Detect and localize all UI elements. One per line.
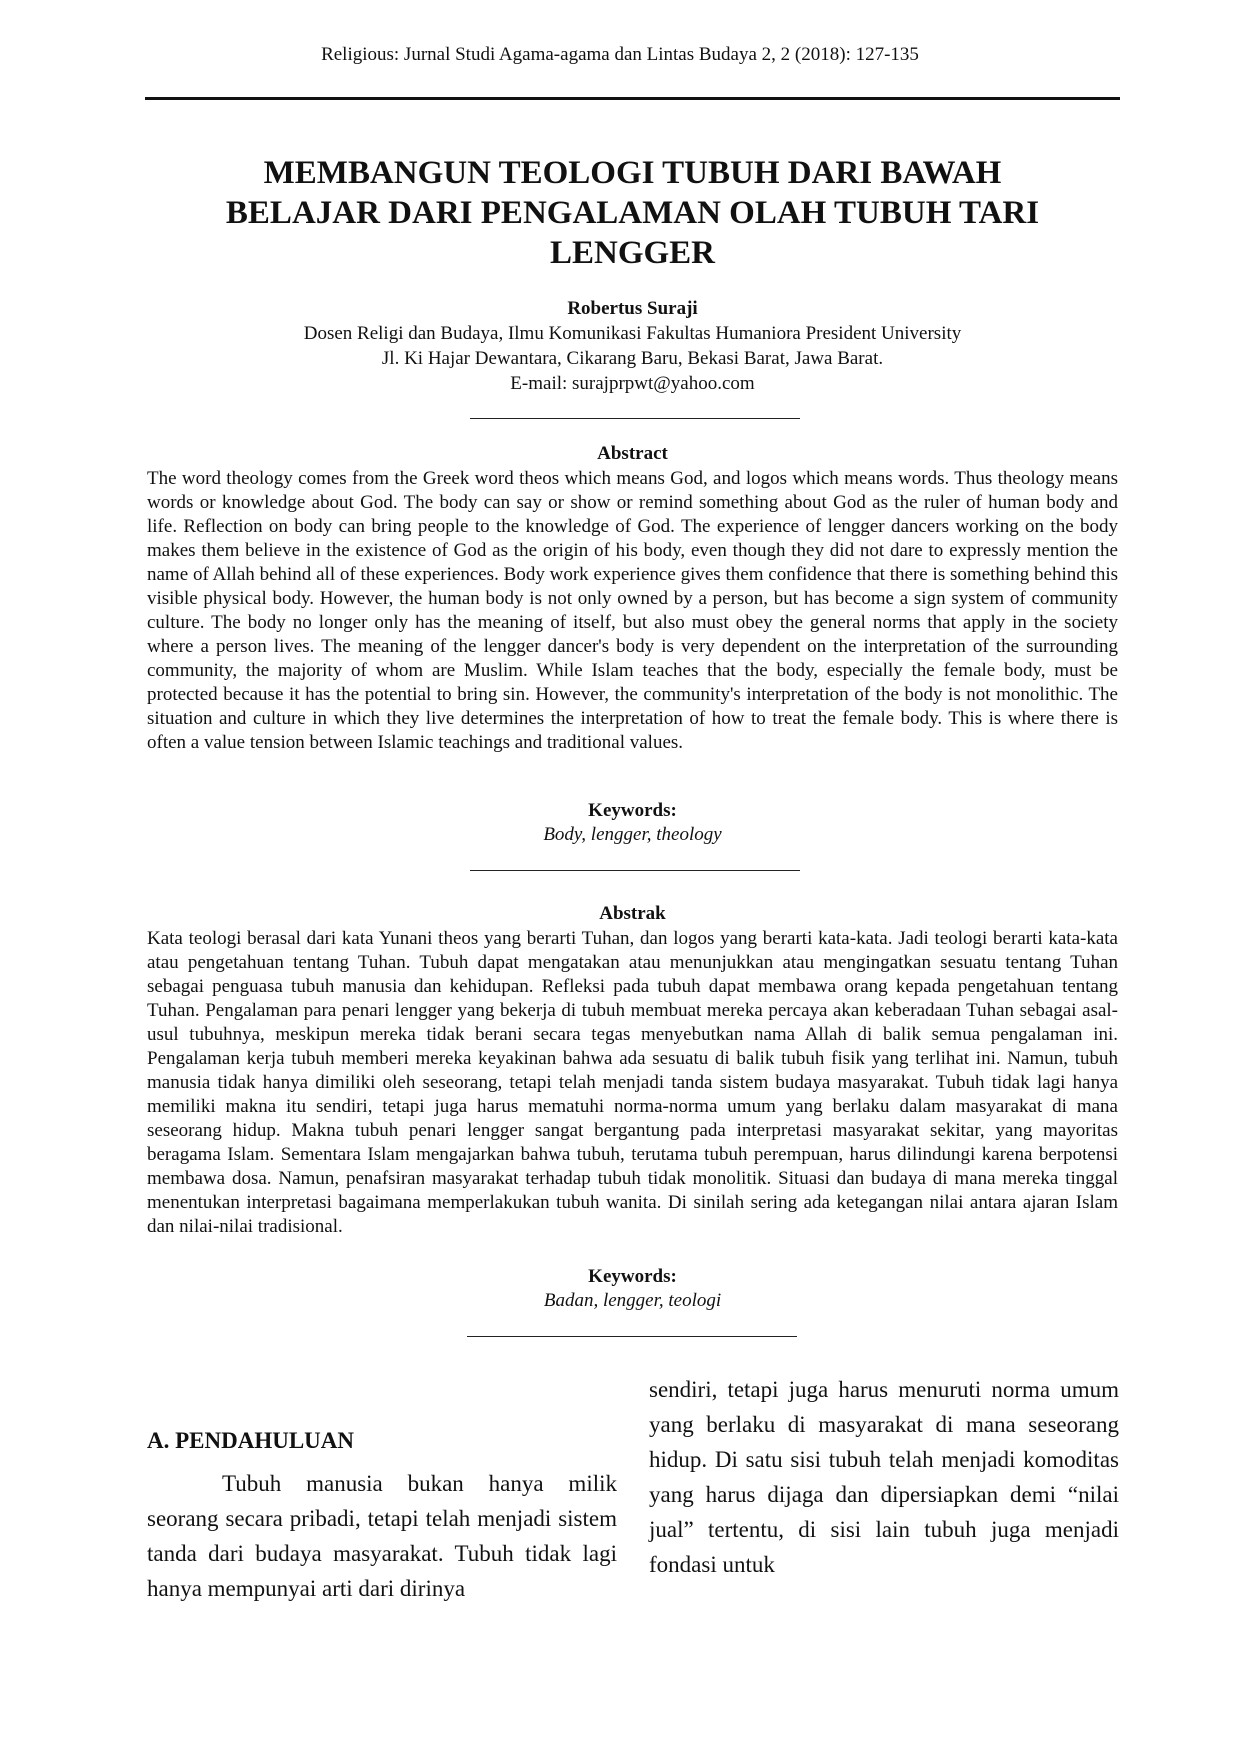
abstrak-heading: Abstrak <box>599 903 666 924</box>
separator-line <box>470 870 800 871</box>
section-heading: A. PENDAHULUAN <box>147 1428 354 1453</box>
separator-line <box>470 418 800 419</box>
author-name: Robertus Suraji <box>567 298 698 319</box>
keywords-heading-id: Keywords: <box>588 1266 677 1287</box>
keywords-list: Body, lengger, theology <box>543 824 722 845</box>
title-line: MEMBANGUN TEOLOGI TUBUH DARI BAWAH <box>263 155 1002 191</box>
abstrak-text: Kata teologi berasal dari kata Yunani theos yang berarti Tuhan, dan logos yang berarti kata-kata. Jadi teologi berarti kata-kata atau pengetahuan tentang Tuhan. Tubuh dapat mengatakan atau menunjukkan atau mengingatkan sesuatu tentang Tuhan sebagai penguasa tubuh manusia dan kehidupan. Refleksi pada tubuh dapat membawa orang kepada pengetahuan tentang Tuhan. Pengalaman para penari lengger yang bekerja di tubuh membuat mereka percaya akan keberadaan Tuhan sebagai asal-usul tubuhnya, meskipun mereka tidak berani secara tegas menyebutkan nama Allah di balik semua pengalaman ini. Pengalaman kerja tubuh memberi mereka keyakinan bahwa ada sesuatu di balik tubuh fisik yang terlihat ini. Namun, tubuh manusia tidak hanya dimiliki oleh seseorang, tetapi telah menjadi tanda sistem budaya masyarakat. Tubuh tidak lagi hanya memiliki makna itu sendiri, tetapi juga harus mematuhi norma-norma umum yang berlaku dalam masyarakat di mana seseorang hidup. Makna tubuh penari lengger sangat bergantung pada interpretasi masyarakat sekitar, yang mayoritas beragama Islam. Sementara Islam mengajarkan bahwa tubuh, terutama tubuh perempuan, harus dilindungi karena berpotensi membawa dosa. Namun, penafsiran masyarakat terhadap tubuh tidak monolitik. Situasi dan budaya di mana mereka tinggal menentukan interpretasi bagaimana memperlakukan tubuh wanita. Di sinilah sering ada ketegangan nilai antara ajaran Islam dan nilai-nilai tradisional. <box>147 928 1118 1237</box>
title-line: BELAJAR DARI PENGALAMAN OLAH TUBUH TARI <box>225 195 1040 231</box>
separator-line <box>467 1336 797 1337</box>
title-line: LENGGER <box>549 235 716 271</box>
abstract-text: The word theology comes from the Greek word theos which means God, and logos which means words. Thus theology means words or knowledge about God. The body can say or show or remind something about God as the ruler of human body and life. Reflection on body can bring people to the knowledge of God. The experience of lengger dancers working on the body makes them believe in the existence of God as the origin of his body, even though they did not dare to expressly mention the name of Allah behind all of these experiences. Body work experience gives them confidence that there is something behind this visible physical body. However, the human body is not only owned by a person, but has become a sign system of community culture. The body no longer only has the meaning of itself, but also must obey the general norms that apply in the society where a person lives. The meaning of the lengger dancer's body is very dependent on the interpretation of the surrounding community, the majority of whom are Muslim. While Islam teaches that the body, especially the female body, must be protected because it has the potential to bring sin. However, the community's interpretation of the body is not monolithic. The situation and culture in which they live determines the interpretation of how to treat the female body. This is where there is often a value tension between Islamic teachings and traditional values. <box>147 468 1118 753</box>
author-affiliation: Dosen Religi dan Budaya, Ilmu Komunikasi Fakultas Humaniora President University <box>303 323 962 344</box>
article-title <box>145 153 1120 273</box>
body-column-right: sendiri, tetapi juga harus menuruti norma umum yang berlaku di masyarakat di mana seseorang hidup. Di satu sisi tubuh telah menjadi komoditas yang harus dijaga dan dipersiapkan demi “nilai jual” tertentu, di sisi lain tubuh juga menjadi fondasi untuk <box>649 1377 1119 1577</box>
keywords-list-id: Badan, lengger, teologi <box>543 1290 722 1311</box>
keywords-heading: Keywords: <box>588 800 677 821</box>
author-address: Jl. Ki Hajar Dewantara, Cikarang Baru, Bekasi Barat, Jawa Barat. <box>381 348 884 369</box>
author-block <box>145 296 1120 396</box>
body-text-left: Tubuh manusia bukan hanya milik seorang secara pribadi, tetapi telah menjadi sistem tanda dari budaya masyarakat. Tubuh tidak lagi hanya mempunyai arti dari dirinya <box>147 1471 617 1601</box>
abstract-heading: Abstract <box>597 443 668 464</box>
header-rule <box>145 97 1120 100</box>
journal-running-header: Religious: Jurnal Studi Agama-agama dan Lintas Budaya 2, 2 (2018): 127-135 <box>321 44 919 65</box>
author-email: E-mail: surajprpwt@yahoo.com <box>510 373 755 394</box>
body-column-left <box>147 1466 617 1606</box>
